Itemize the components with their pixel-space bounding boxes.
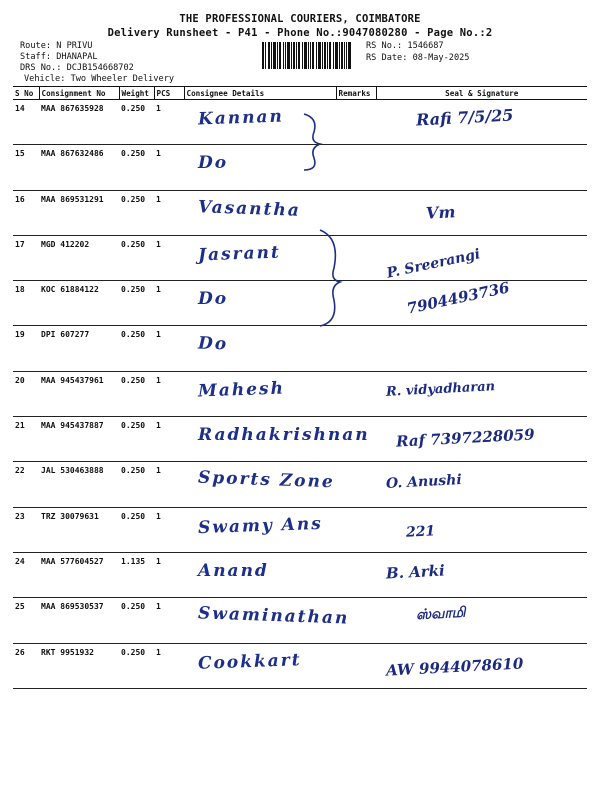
row-sno-cell: 16 bbox=[13, 190, 39, 235]
col-header-consignment: Consignment No bbox=[39, 87, 119, 100]
barcode bbox=[262, 42, 352, 69]
row-consignee-cell bbox=[184, 552, 336, 597]
row-pcs-cell: 1 bbox=[154, 235, 184, 280]
row-consignment-no-cell: MGD 412202 bbox=[39, 235, 119, 280]
row-weight-cell: 0.250 bbox=[119, 417, 154, 462]
signature-handwritten: Vm bbox=[425, 201, 456, 223]
row-consignee-cell bbox=[184, 371, 336, 416]
signature-handwritten: O. Anushi bbox=[385, 472, 463, 493]
row-consignment-no-cell: TRZ 30079631 bbox=[39, 507, 119, 552]
row-consignee-cell bbox=[184, 281, 336, 326]
consignee-handwritten: Sports Zone bbox=[197, 467, 336, 493]
row-signature-cell bbox=[376, 462, 587, 507]
consignee-handwritten: Mahesh bbox=[197, 378, 286, 402]
row-consignment-no-cell: MAA 945437887 bbox=[39, 417, 119, 462]
row-signature-cell bbox=[376, 598, 587, 643]
row-consignment-no-cell: MAA 869530537 bbox=[39, 598, 119, 643]
row-sno-cell: 20 bbox=[13, 371, 39, 416]
consignee-handwritten: Do bbox=[197, 333, 229, 356]
row-weight-cell: 0.250 bbox=[119, 507, 154, 552]
row-pcs-cell: 1 bbox=[154, 598, 184, 643]
table-row bbox=[13, 552, 587, 597]
row-sno-cell: 22 bbox=[13, 462, 39, 507]
row-remarks-cell bbox=[336, 326, 376, 371]
row-remarks-cell bbox=[336, 417, 376, 462]
row-consignee-cell bbox=[184, 417, 370, 462]
row-remarks-cell bbox=[336, 371, 376, 416]
row-sno-cell: 21 bbox=[13, 417, 39, 462]
row-consignment-no-cell: MAA 867632486 bbox=[39, 145, 119, 190]
col-header-signature: Seal & Signature bbox=[376, 87, 587, 100]
row-signature-cell bbox=[376, 278, 587, 326]
table-row bbox=[13, 281, 587, 326]
bracket-mark bbox=[316, 228, 346, 328]
row-pcs-cell: 1 bbox=[154, 552, 184, 597]
table-row bbox=[13, 371, 587, 416]
row-weight-cell: 0.250 bbox=[119, 235, 154, 280]
consignee-handwritten: Radhakrishnan bbox=[198, 425, 370, 446]
row-remarks-cell bbox=[336, 462, 376, 507]
runsheet-table bbox=[13, 86, 587, 689]
row-signature-cell bbox=[376, 190, 587, 235]
signature-handwritten: B. Arki bbox=[385, 561, 446, 583]
row-signature-cell bbox=[376, 507, 587, 552]
consignee-handwritten: Swaminathan bbox=[197, 603, 350, 629]
row-consignment-no-cell: DPI 607277 bbox=[39, 326, 119, 371]
row-remarks-cell bbox=[336, 643, 376, 688]
row-consignee-cell bbox=[184, 598, 350, 643]
row-weight-cell: 0.250 bbox=[119, 462, 154, 507]
row-consignee-cell bbox=[184, 235, 336, 280]
row-consignee-cell bbox=[184, 326, 336, 371]
row-pcs-cell: 1 bbox=[154, 281, 184, 326]
signature-handwritten: Rafi 7/5/25 bbox=[415, 105, 514, 130]
row-sno-cell: 19 bbox=[13, 326, 39, 371]
table-row bbox=[13, 190, 587, 235]
row-pcs-cell: 1 bbox=[154, 462, 184, 507]
consignee-handwritten: Jasrant bbox=[197, 242, 282, 266]
row-pcs-cell: 1 bbox=[154, 643, 184, 688]
row-signature-cell bbox=[376, 371, 587, 416]
row-weight-cell: 1.135 bbox=[119, 552, 154, 597]
table-row bbox=[13, 643, 587, 688]
row-sno-cell: 18 bbox=[13, 281, 39, 326]
consignee-handwritten: Do bbox=[198, 153, 229, 174]
row-sno-cell: 24 bbox=[13, 552, 39, 597]
row-sno-cell: 17 bbox=[13, 235, 39, 280]
row-consignment-no-cell: MAA 945437961 bbox=[39, 371, 119, 416]
col-header-sno: S No bbox=[13, 87, 39, 100]
row-weight-cell: 0.250 bbox=[119, 326, 154, 371]
table-row bbox=[13, 462, 587, 507]
row-consignment-no-cell: RKT 9951932 bbox=[39, 643, 119, 688]
consignee-handwritten: Vasantha bbox=[197, 196, 302, 221]
signature-handwritten: Raf 7397228059 bbox=[395, 425, 535, 451]
vehicle-label: Vehicle: Two Wheeler Delivery bbox=[24, 74, 175, 84]
row-signature-cell bbox=[376, 145, 587, 190]
row-pcs-cell: 1 bbox=[154, 507, 184, 552]
row-weight-cell: 0.250 bbox=[119, 190, 154, 235]
row-weight-cell: 0.250 bbox=[119, 145, 154, 190]
row-signature-cell bbox=[376, 326, 587, 371]
row-pcs-cell: 1 bbox=[154, 371, 184, 416]
staff-label: Staff: DHANAPAL bbox=[20, 52, 98, 62]
table-row bbox=[13, 507, 587, 552]
table-row bbox=[13, 326, 587, 371]
row-pcs-cell: 1 bbox=[154, 145, 184, 190]
row-pcs-cell: 1 bbox=[154, 190, 184, 235]
row-weight-cell: 0.250 bbox=[119, 281, 154, 326]
consignee-handwritten: Anand bbox=[198, 560, 269, 581]
consignee-handwritten: Do bbox=[198, 289, 229, 310]
row-signature-cell bbox=[376, 100, 587, 145]
row-consignment-no-cell: MAA 577604527 bbox=[39, 552, 119, 597]
signature-handwritten: R. vidyadharan bbox=[385, 378, 496, 400]
row-weight-cell: 0.250 bbox=[119, 598, 154, 643]
rs-date: RS Date: 08-May-2025 bbox=[366, 53, 470, 63]
row-consignee-cell bbox=[184, 643, 336, 688]
row-pcs-cell: 1 bbox=[154, 100, 184, 145]
row-signature-cell bbox=[376, 417, 587, 462]
row-pcs-cell: 1 bbox=[154, 326, 184, 371]
row-remarks-cell bbox=[336, 507, 376, 552]
table-header-row bbox=[13, 87, 587, 100]
row-remarks-cell bbox=[336, 145, 376, 190]
signature-handwritten: 7904493736 bbox=[405, 278, 512, 318]
signature-handwritten: AW 9944078610 bbox=[385, 653, 524, 680]
col-header-consignee: Consignee Details bbox=[184, 87, 336, 100]
row-consignee-cell bbox=[184, 507, 336, 552]
row-sno-cell: 23 bbox=[13, 507, 39, 552]
table-row bbox=[13, 598, 587, 643]
col-header-remarks: Remarks bbox=[336, 87, 376, 100]
row-sno-cell: 14 bbox=[13, 100, 39, 145]
bracket-mark bbox=[300, 112, 330, 172]
row-consignment-no-cell: MAA 869531291 bbox=[39, 190, 119, 235]
table-row bbox=[13, 235, 587, 280]
row-sno-cell: 25 bbox=[13, 598, 39, 643]
row-pcs-cell: 1 bbox=[154, 417, 184, 462]
col-header-pcs: PCS bbox=[154, 87, 184, 100]
rs-number: RS No.: 1546687 bbox=[366, 41, 444, 51]
row-remarks-cell bbox=[336, 598, 376, 643]
row-consignment-no-cell: JAL 530463888 bbox=[39, 462, 119, 507]
consignee-handwritten: Swamy Ans bbox=[197, 513, 324, 538]
route-label: Route: N PRIVU bbox=[20, 41, 93, 51]
consignee-handwritten: Kannan bbox=[197, 106, 285, 130]
row-signature-cell bbox=[376, 552, 587, 597]
row-remarks-cell bbox=[336, 552, 376, 597]
row-signature-cell bbox=[376, 235, 587, 280]
table-row bbox=[13, 417, 587, 462]
row-sno-cell: 15 bbox=[13, 145, 39, 190]
col-header-weight: Weight bbox=[119, 87, 154, 100]
consignee-handwritten: Cookkart bbox=[197, 649, 302, 674]
signature-handwritten: P. Sreerangi bbox=[385, 246, 482, 282]
row-consignee-cell bbox=[184, 462, 336, 507]
signature-handwritten: 221 bbox=[405, 522, 436, 541]
row-weight-cell: 0.250 bbox=[119, 100, 154, 145]
signature-handwritten: ஸ்வாமி bbox=[415, 604, 466, 624]
row-weight-cell: 0.250 bbox=[119, 371, 154, 416]
row-consignment-no-cell: MAA 867635928 bbox=[39, 100, 119, 145]
row-consignment-no-cell: KOC 61884122 bbox=[39, 281, 119, 326]
row-remarks-cell bbox=[336, 100, 376, 145]
row-signature-cell bbox=[376, 643, 587, 688]
row-sno-cell: 26 bbox=[13, 643, 39, 688]
row-weight-cell: 0.250 bbox=[119, 643, 154, 688]
company-title: THE PROFESSIONAL COURIERS, COIMBATORE bbox=[179, 13, 421, 25]
row-consignee-cell bbox=[184, 190, 336, 235]
runsheet-subtitle: Delivery Runsheet - P41 - Phone No.:9047080280 - Page No.:2 bbox=[107, 27, 493, 39]
drs-number: DRS No.: DCJB154668702 bbox=[20, 63, 134, 73]
